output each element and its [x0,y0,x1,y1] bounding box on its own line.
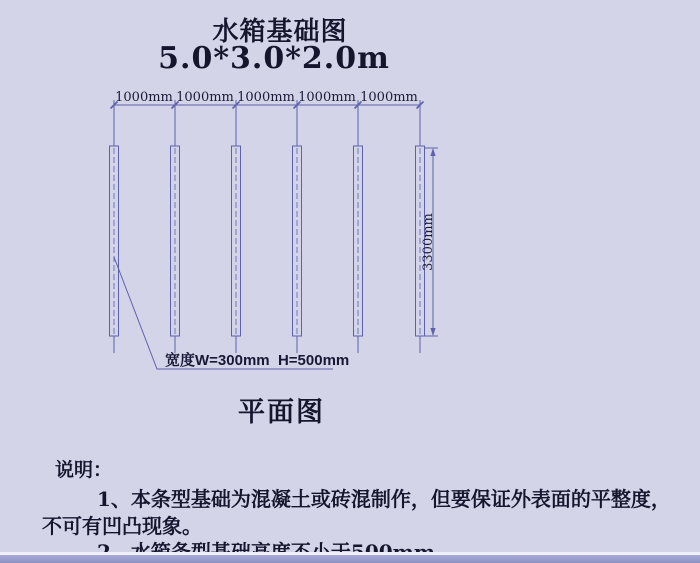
page-title: 水箱基础图 [212,17,348,47]
span-label-1: 1000mm [115,90,173,105]
note-line-2: 不可有凹凸现象。 [42,514,202,538]
plan-drawing [80,85,460,385]
span-label-2: 1000mm [176,90,234,105]
plan-view-caption: 平面图 [238,397,325,428]
span-label-3: 1000mm [237,90,295,105]
foundation-strip-5 [354,146,363,353]
footer-band [0,555,700,563]
leader-label: 宽度W=300mm H=500mm [165,352,350,369]
height-dimension-label: 3300mm [421,213,436,271]
foundation-strip-2 [171,146,180,353]
notes-heading: 说明： [55,459,113,481]
span-label-5: 1000mm [360,90,418,105]
foundation-strip-3 [232,146,241,353]
dimensions-subtitle: 5.0*3.0*2.0m [158,41,390,76]
span-label-4: 1000mm [298,90,356,105]
foundation-strip-1 [110,146,119,353]
foundation-strip-4 [293,146,302,353]
top-dimension-line [111,100,424,146]
note-line-1: 1、本条型基础为混凝土或砖混制作，但要保证外表面的平整度， [97,487,671,511]
